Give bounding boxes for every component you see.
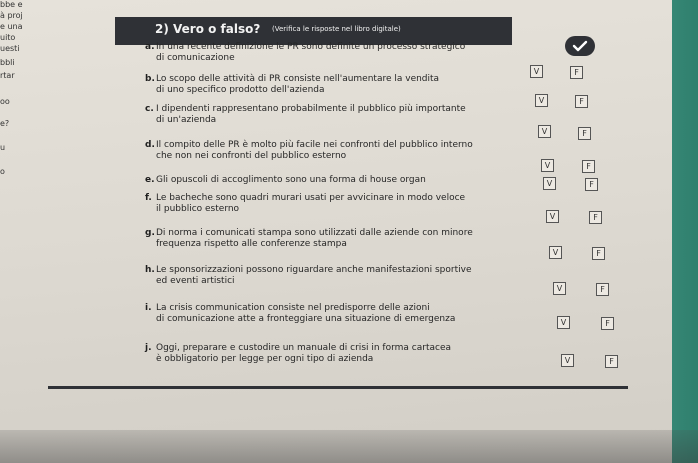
false-checkbox[interactable]: F (575, 95, 588, 108)
exercise-note: (Verifica le risposte nel libro digitale) (272, 25, 401, 33)
item-letter: g. (145, 228, 155, 238)
margin-fragment: e una (0, 22, 23, 31)
true-checkbox[interactable]: V (541, 159, 554, 172)
true-checkbox[interactable]: V (553, 282, 566, 295)
item-text: Le sponsorizzazioni possono riguardare anche manifestazioni sportive ed eventi artistici (156, 265, 472, 286)
true-checkbox[interactable]: V (549, 246, 562, 259)
item-text: Il compito delle PR è molto più facile nei confronti del pubblico interno che non nei confronti del pubblico esterno (156, 140, 473, 161)
true-checkbox[interactable]: V (538, 125, 551, 138)
false-checkbox[interactable]: F (582, 160, 595, 173)
margin-fragment: rtar (0, 71, 15, 80)
true-checkbox[interactable]: V (530, 65, 543, 78)
item-letter: a. (145, 42, 155, 52)
true-checkbox[interactable]: V (557, 316, 570, 329)
margin-fragment: bbe e (0, 0, 23, 9)
item-text: Le bacheche sono quadri murari usati per avvicinare in modo veloce il pubblico esterno (156, 193, 466, 214)
item-letter: b. (145, 74, 155, 84)
item-text: I dipendenti rappresentano probabilmente il pubblico più importante di un'azienda (156, 104, 466, 125)
margin-fragment: uito (0, 33, 16, 42)
margin-fragment: uesti (0, 44, 20, 53)
true-checkbox[interactable]: V (546, 210, 559, 223)
margin-fragment: o (0, 167, 5, 176)
item-letter: f. (145, 193, 152, 203)
exercise-header (115, 17, 512, 45)
true-checkbox[interactable]: V (561, 354, 574, 367)
item-text: Di norma i comunicati stampa sono utilizzati dalle aziende con minore frequenza rispetto alle conferenze stampa (156, 228, 473, 249)
false-checkbox[interactable]: F (592, 247, 605, 260)
item-letter: d. (145, 140, 155, 150)
margin-fragment: oo (0, 97, 10, 106)
item-text: La crisis communication consiste nel predisporre delle azioni di comunicazione atte a fronteggiare una situazione di emergenza (156, 303, 456, 324)
false-checkbox[interactable]: F (601, 317, 614, 330)
item-letter: c. (145, 104, 154, 114)
margin-fragment: e? (0, 119, 10, 128)
item-letter: h. (145, 265, 155, 275)
page-shadow (0, 430, 698, 463)
item-letter: j. (145, 343, 152, 353)
margin-fragment: u (0, 143, 6, 152)
true-checkbox[interactable]: V (535, 94, 548, 107)
exercise-title: 2) Vero o falso? (155, 22, 261, 36)
false-checkbox[interactable]: F (589, 211, 602, 224)
item-letter: e. (145, 175, 155, 185)
item-text: Gli opuscoli di accoglimento sono una forma di house organ (156, 175, 426, 185)
false-checkbox[interactable]: F (578, 127, 591, 140)
item-text: Oggi, preparare e custodire un manuale di crisi in forma cartacea è obbligatorio per legge per ogni tipo di azienda (156, 343, 451, 364)
item-text: Lo scopo delle attività di PR consiste nell'aumentare la vendita di uno specifico prodotto dell'azienda (156, 74, 440, 95)
false-checkbox[interactable]: F (585, 178, 598, 191)
true-checkbox[interactable]: V (543, 177, 556, 190)
item-text: In una recente definizione le PR sono definite un processo strategico di comunicazione (156, 42, 466, 63)
bottom-rule (48, 386, 628, 389)
false-checkbox[interactable]: F (605, 355, 618, 368)
margin-fragment: à proj (0, 11, 23, 20)
false-checkbox[interactable]: F (596, 283, 609, 296)
false-checkbox[interactable]: F (570, 66, 583, 79)
item-letter: i. (145, 303, 152, 313)
margin-fragment: bbli (0, 58, 15, 67)
check-icon (565, 36, 595, 56)
